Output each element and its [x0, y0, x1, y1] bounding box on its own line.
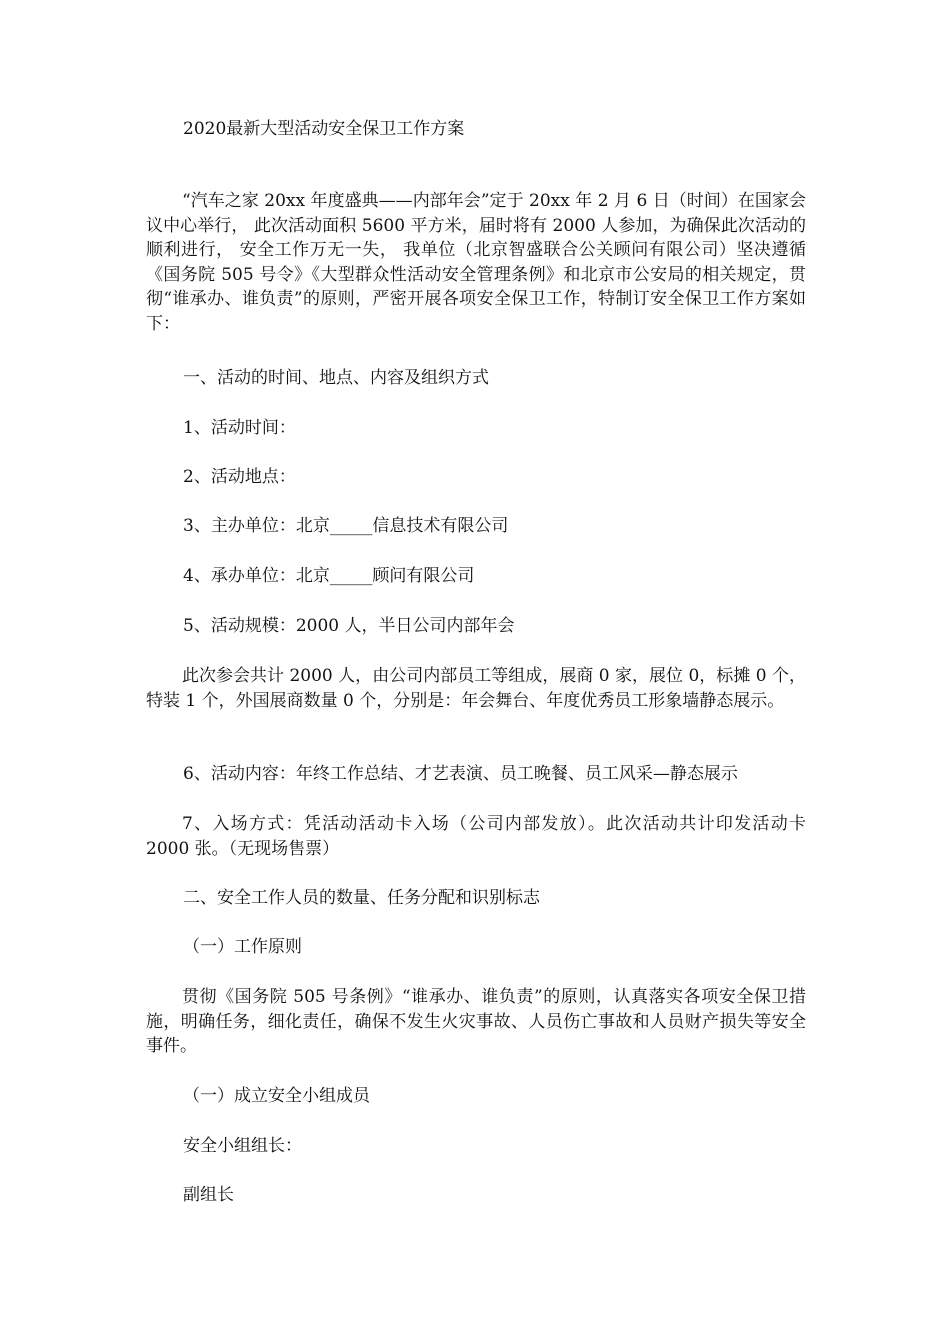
item-contractor: 4、承办单位：北京_____顾问有限公司: [183, 566, 475, 586]
section1-heading: 一、活动的时间、地点、内容及组织方式: [183, 368, 489, 388]
deputy-leader-label: 副组长: [183, 1185, 234, 1205]
principle-paragraph: 贯彻《国务院 505 号条例》“谁承办、谁负责”的原则，认真落实各项安全保卫措施，明确任务，细化责任，确保不发生火灾事故、人员伤亡事故和人员财产损失等安全事件。: [146, 987, 806, 1056]
scale-paragraph: 此次参会共计 2000 人，由公司内部员工等组成，展商 0 家，展位 0，标摊 0 个，特装 1 个，外国展商数量 0 个，分别是：年会舞台、年度优秀员工形象墙静态展示。: [146, 666, 806, 711]
item-scale: 5、活动规模：2000 人，半日公司内部年会: [183, 616, 515, 636]
item-organizer: 3、主办单位：北京_____信息技术有限公司: [183, 516, 509, 536]
item-activity-location: 2、活动地点：: [183, 467, 296, 487]
team-leader-label: 安全小组组长：: [183, 1136, 302, 1156]
section2-heading: 二、安全工作人员的数量、任务分配和识别标志: [183, 888, 540, 908]
sub2-heading: （一）成立安全小组成员: [183, 1086, 370, 1106]
item-entry-method: 7、入场方式：凭活动活动卡入场（公司内部发放）。此次活动共计印发活动卡 2000 张。（无现场售票）: [146, 814, 806, 859]
document-title: 2020最新大型活动安全保卫工作方案: [183, 119, 465, 139]
intro-paragraph: “汽车之家 20xx 年度盛典——内部年会”定于 20xx 年 2 月 6 日（时间）在国家会议中心举行， 此次活动面积 5600 平方米，届时将有 2000 人参加，为确保此次活动的顺利进行， 安全工作万无一失， 我单位（北京智盛联合公关顾问有限公司）坚决遵循《国务院 505 号令》《大型群众性活动安全管理条例》和北京市公安局的相关规定，贯彻“谁承办、谁负责”的原则，严密开展各项安全保卫工作，特制订安全保卫工作方案如下：: [146, 191, 806, 334]
sub1-heading: （一）工作原则: [183, 937, 302, 957]
item-activity-time: 1、活动时间：: [183, 418, 296, 438]
item-content: 6、活动内容：年终工作总结、才艺表演、员工晚餐、员工风采—静态展示: [183, 764, 738, 784]
